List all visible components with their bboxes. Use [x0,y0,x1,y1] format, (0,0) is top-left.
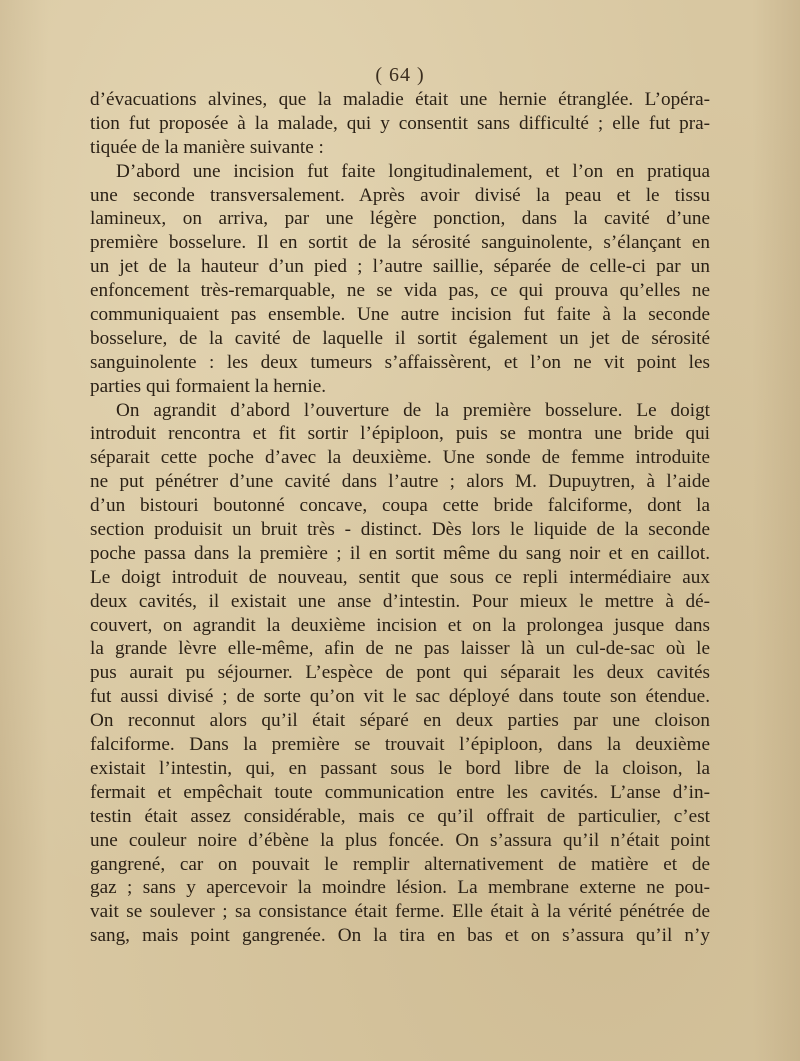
text-line: la grande lèvre elle-même, afin de ne pas laisser là un cul-de-sac où le [90,638,710,660]
text-line: tion fut proposée à la malade, qui y consentit sans difficulté ; elle fut pra- [90,112,710,134]
text-line: bosselure, de la cavité de laquelle il sortit également un jet de sérosité [90,327,710,349]
text-line: sanguinolente : les deux tumeurs s’affaissèrent, et l’on ne vit point les [90,351,710,373]
text-line: séparait cette poche d’avec la deuxième. Une sonde de femme introduite [90,447,710,469]
text-line: gaz ; sans y apercevoir la moindre lésion. La membrane externe ne pou- [90,877,710,899]
text-line: première bosselure. Il en sortit de la sérosité sanguinolente, s’élançant en [90,232,710,254]
text-line: une couleur noire d’ébène la plus foncée. On s’assura qu’il n’était point [90,829,710,851]
text-line: fermait et empêchait toute communication entre les cavités. L’anse d’in- [90,781,710,803]
text-line: vait se soulever ; sa consistance était ferme. Elle était à la vérité pénétrée de [90,901,710,923]
text-line: D’abord une incision fut faite longitudinalement, et l’on en pratiqua [116,160,710,182]
text-line: On agrandit d’abord l’ouverture de la première bosselure. Le doigt [116,399,710,421]
text-line: couvert, on agrandit la deuxième incision et on la prolongea jusque dans [90,614,710,636]
text-line: falciforme. Dans la première se trouvait l’épiploon, dans la deuxième [90,734,710,756]
text-line: On reconnut alors qu’il était séparé en deux parties par une cloison [90,710,710,732]
text-line: Le doigt introduit de nouveau, sentit que sous ce repli intermédiaire aux [90,566,710,588]
text-line: pus aurait pu séjourner. L’espèce de pont qui séparait les deux cavités [90,662,710,684]
text-line: fut aussi divisé ; de sorte qu’on vit le sac déployé dans toute son étendue. [90,686,710,708]
text-line: tiquée de la manière suivante : [90,136,324,158]
text-line: poche passa dans la première ; il en sortit même du sang noir et en caillot. [90,542,710,564]
text-line: lamineux, on arriva, par une légère ponction, dans la cavité d’une [90,208,710,230]
text-line: une seconde transversalement. Après avoir divisé la peau et le tissu [90,184,710,206]
page-body [90,88,710,948]
text-line: gangrené, car on pouvait le remplir alternativement de matière et de [90,853,710,875]
text-line: section produisit un bruit très - distinct. Dès lors le liquide de la seconde [90,519,710,541]
text-line: sang, mais point gangrenée. On la tira en bas et on s’assura qu’il n’y [90,925,710,947]
paragraph-3 [90,399,710,948]
text-line: parties qui formaient la hernie. [90,375,327,397]
text-line: d’un bistouri boutonné concave, coupa cette bride falciforme, dont la [90,495,710,517]
text-line: testin était assez considérable, mais ce qu’il offrait de particulier, c’est [90,805,710,827]
text-line: d’évacuations alvines, que la maladie était une hernie étranglée. L’opéra- [90,89,710,110]
text-line: ne put pénétrer d’une cavité dans l’autre ; alors M. Dupuytren, à l’aide [90,471,710,493]
text-line: existait l’intestin, qui, en passant sous le bord libre de la cloison, la [90,757,710,779]
paragraph-1 [90,88,710,160]
paragraph-2 [90,160,710,399]
text-line: un jet de la hauteur d’un pied ; l’autre saillie, séparée de celle-ci par un [90,256,710,278]
text-line: enfoncement très-remarquable, ne se vida pas, ce qui prouva qu’elles ne [90,280,710,302]
page-number: ( 64 ) [375,64,425,86]
text-line: introduit rencontra et fit sortir l’épiploon, puis se montra une bride qui [90,423,710,445]
text-line: communiquaient pas ensemble. Une autre incision fut faite à la seconde [90,304,710,326]
text-line: deux cavités, il existait une anse d’intestin. Pour mieux le mettre à dé- [90,590,710,612]
